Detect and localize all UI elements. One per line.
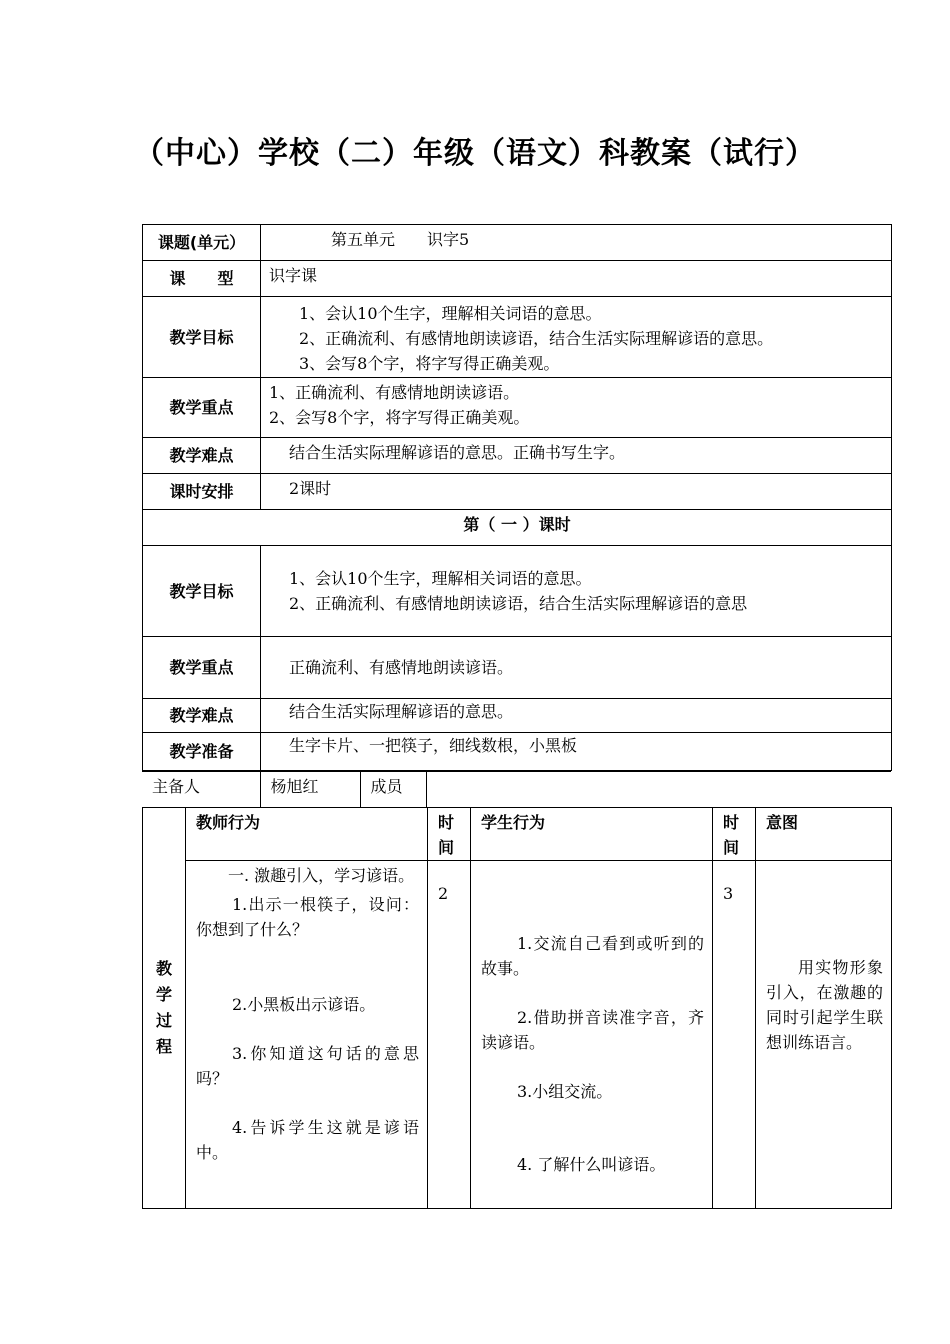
- teacher-actions: [186, 861, 428, 1209]
- lesson-goals-value: 1、会认10个生字，理解相关词语的意思。 2、正确流利、有感情地朗读谚语，结合生活实际理解谚语的意思: [261, 546, 892, 637]
- members-label: 成员: [360, 772, 426, 808]
- unit-value: 第五单元 识字5: [261, 225, 892, 261]
- lesson-key-label: 教学重点: [143, 637, 261, 699]
- unit-label: 课题(单元）: [143, 225, 261, 261]
- lead-name: 杨旭红: [260, 772, 360, 808]
- teacher-step: 1.出示一根筷子，设问：你想到了什么？: [196, 895, 419, 939]
- process-side-label: 教 学 过 程: [143, 808, 186, 1209]
- student-actions: [471, 861, 713, 1209]
- lesson-plan-table: [142, 224, 892, 771]
- student-step: 2.借助拼音读准字音，齐读谚语。: [481, 1008, 704, 1052]
- hours-value: 2课时: [261, 474, 892, 510]
- time-header-2: 时 间: [713, 808, 756, 861]
- goals-value: 1、会认10个生字，理解相关词语的意思。 2、正确流利、有感情地朗读谚语，结合生活实际理解谚语的意思。 3、会写8个字，将字写得正确美观。: [261, 297, 892, 378]
- teacher-step: 2.小黑板出示谚语。: [232, 995, 376, 1014]
- lesson-difficulty-label: 教学难点: [143, 699, 261, 733]
- student-step: 3.小组交流。: [517, 1082, 613, 1101]
- time-header-1: 时 间: [428, 808, 471, 861]
- type-value: 识字课: [261, 261, 892, 297]
- time-value-1: 2: [428, 861, 471, 1209]
- key-value: 1、正确流利、有感情地朗读谚语。 2、会写8个字，将字写得正确美观。: [261, 378, 892, 438]
- lesson-header: 第（ 一 ）课时: [143, 510, 892, 546]
- lead-label: 主备人: [142, 772, 260, 808]
- intent-value: 用实物形象引入，在激趣的同时引起学生联想训练语言。: [756, 861, 892, 1209]
- teacher-header: 教师行为: [186, 808, 428, 861]
- staff-table: [142, 771, 891, 808]
- difficulty-label: 教学难点: [143, 438, 261, 474]
- teacher-step: 3.你知道这句话的意思吗？: [196, 1044, 419, 1088]
- lesson-difficulty-value: 结合生活实际理解谚语的意思。: [261, 699, 892, 733]
- intent-header: 意图: [756, 808, 892, 861]
- student-step: 1.交流自己看到或听到的故事。: [481, 934, 704, 978]
- difficulty-value: 结合生活实际理解谚语的意思。正确书写生字。: [261, 438, 892, 474]
- teacher-step: 一. 激趣引入，学习谚语。: [228, 866, 415, 885]
- time-value-2: 3: [713, 861, 756, 1209]
- members-value: [426, 772, 891, 808]
- type-label: 课 型: [143, 261, 261, 297]
- lesson-prep-label: 教学准备: [143, 733, 261, 771]
- hours-label: 课时安排: [143, 474, 261, 510]
- lesson-key-value: 正确流利、有感情地朗读谚语。: [261, 637, 892, 699]
- teacher-step: 4.告诉学生这就是谚语中。: [196, 1118, 419, 1162]
- page-title: （中心）学校（二）年级（语文）科教案（试行）: [134, 136, 816, 171]
- key-label: 教学重点: [143, 378, 261, 438]
- student-header: 学生行为: [471, 808, 713, 861]
- student-step: 4. 了解什么叫谚语。: [517, 1155, 666, 1174]
- process-table: [142, 807, 892, 1209]
- lesson-goals-label: 教学目标: [143, 546, 261, 637]
- lesson-prep-value: 生字卡片、一把筷子，细线数根，小黑板: [261, 733, 892, 771]
- goals-label: 教学目标: [143, 297, 261, 378]
